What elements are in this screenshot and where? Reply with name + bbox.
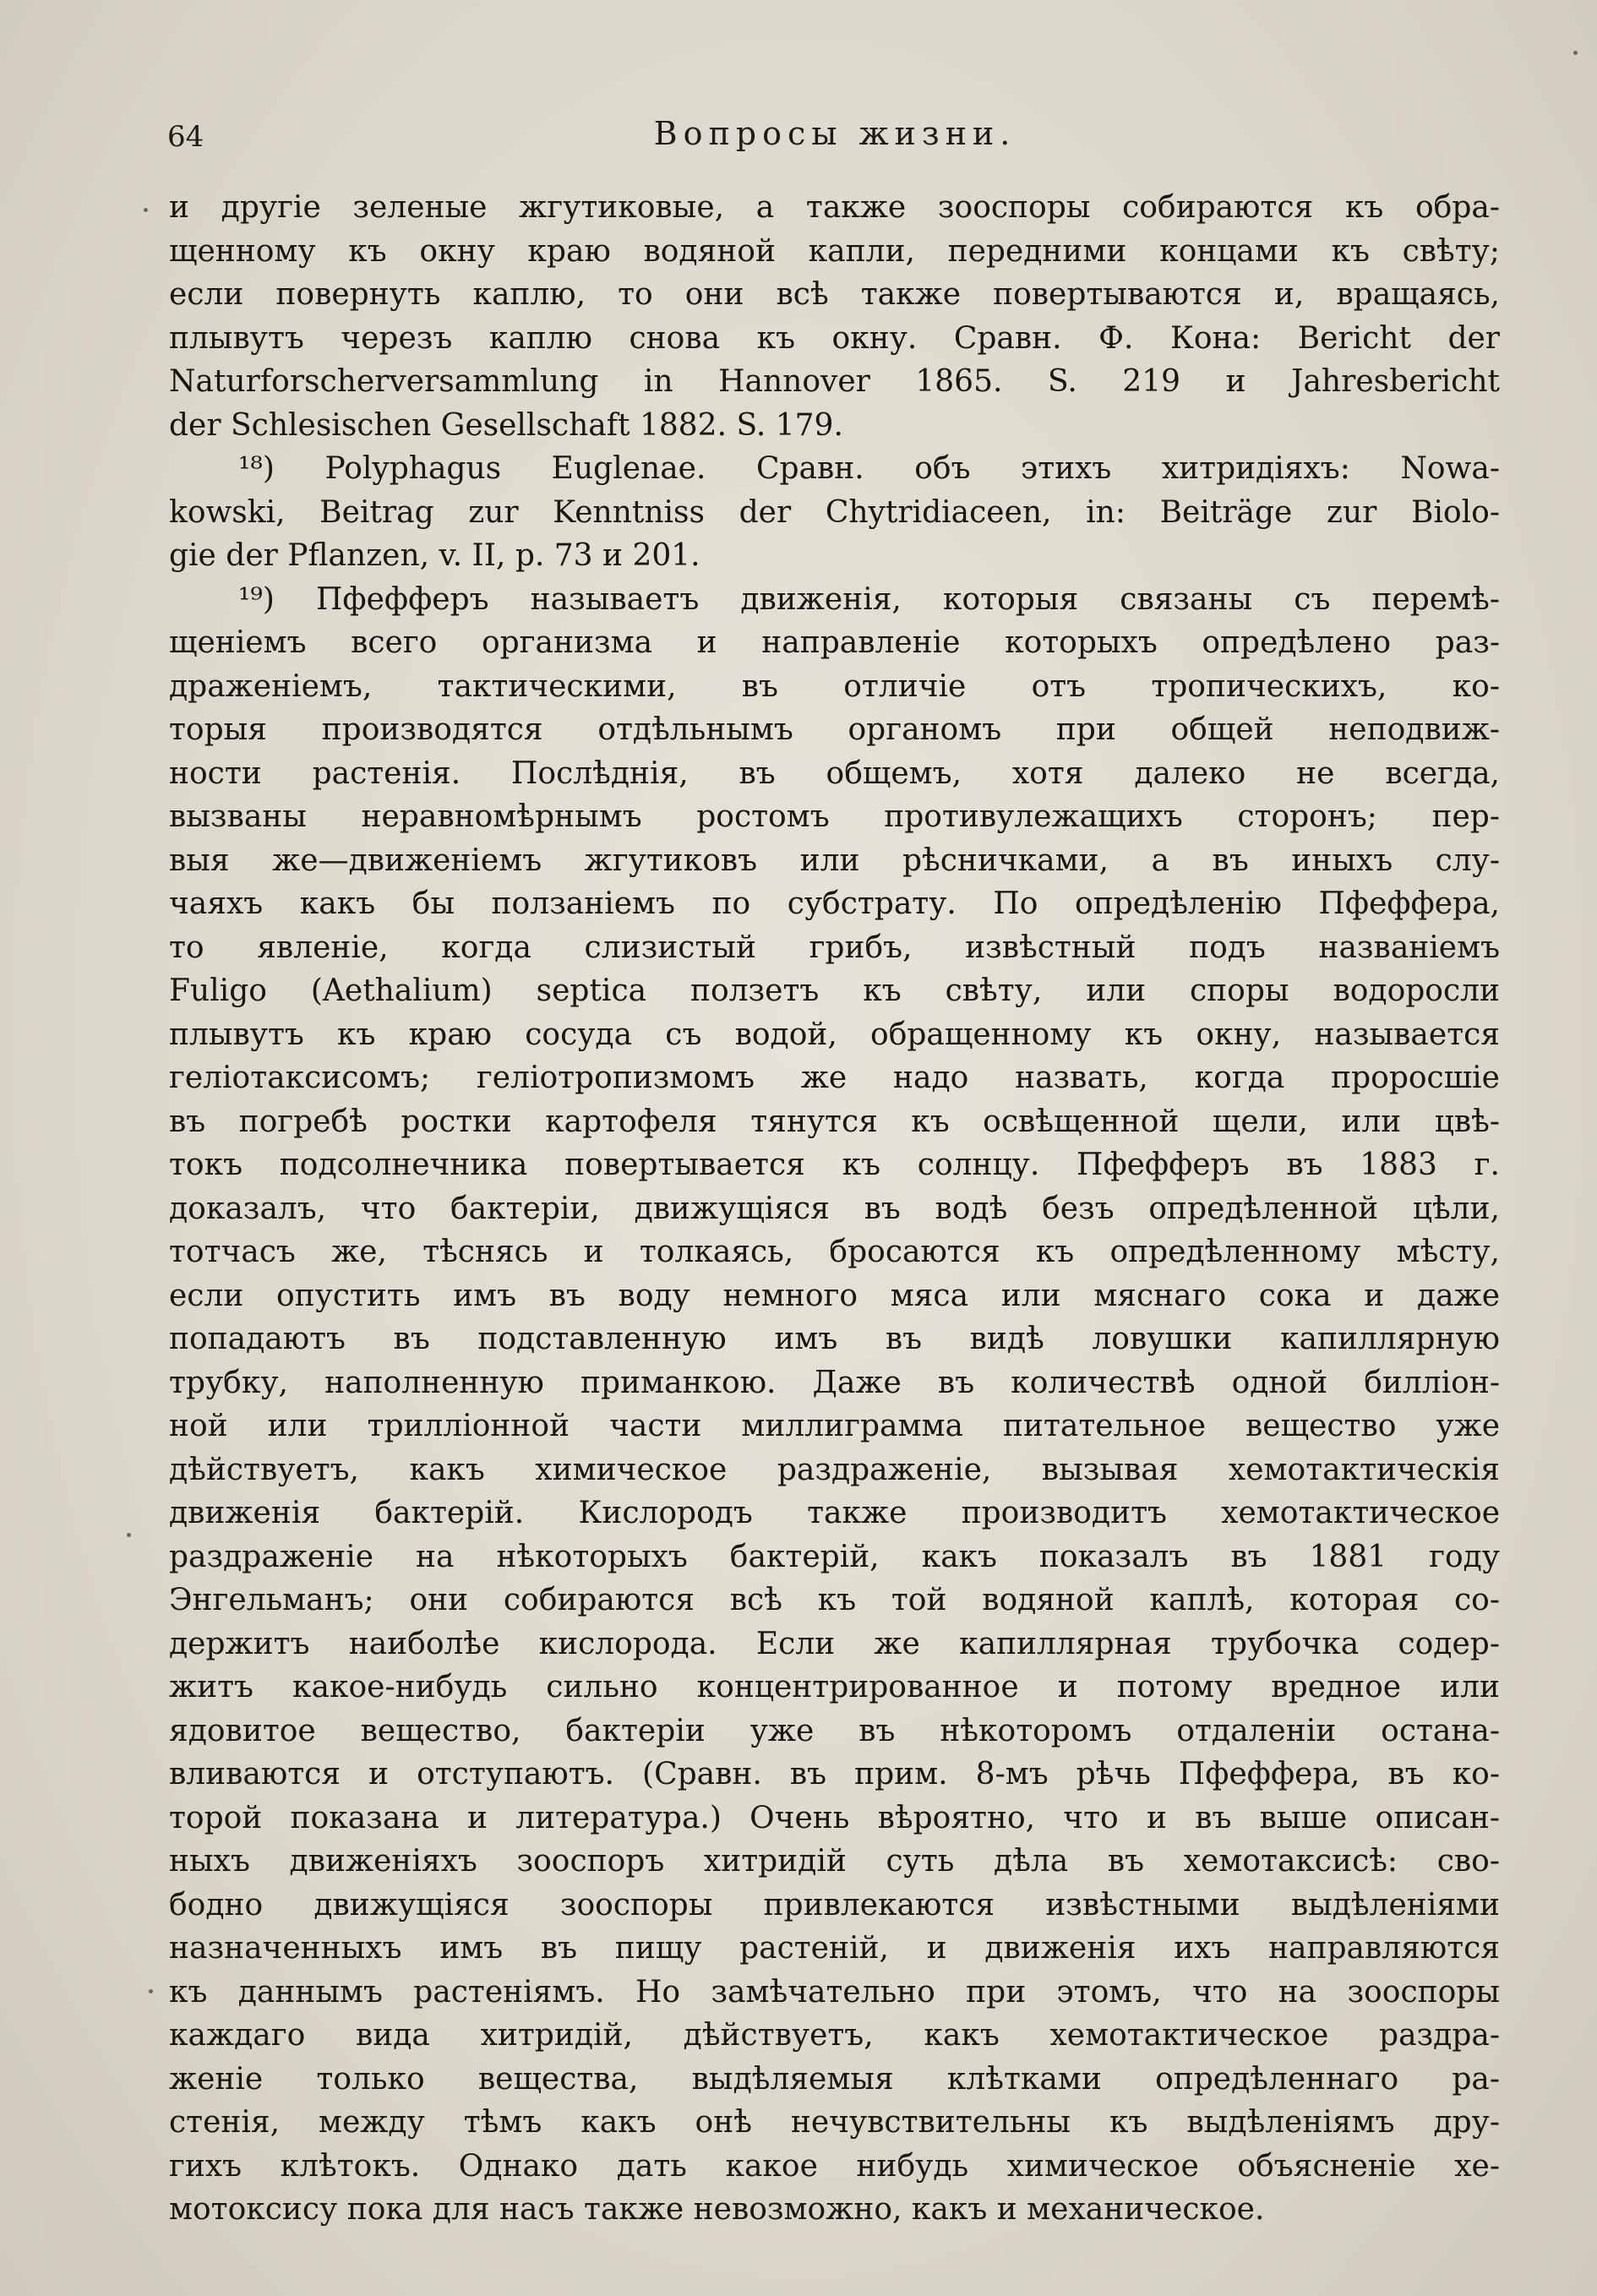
text-line: геліотаксисомъ; геліотропизмомъ же надо назвать, когда проросшіе xyxy=(169,1061,1500,1095)
text-line: стенія, между тѣмъ какъ онѣ нечувствительны къ выдѣленіямъ дру- xyxy=(169,2105,1500,2140)
text-line: der Schlesischen Gesellschaft 1882. S. 179. xyxy=(169,407,843,443)
footnote-19 xyxy=(169,578,1500,2232)
text-line: въ погребѣ ростки картофеля тянутся къ освѣщенной щели, или цвѣ- xyxy=(169,1104,1500,1139)
footnote-continuation xyxy=(169,186,1500,447)
margin-speck xyxy=(1573,51,1578,55)
text-line: попадаютъ въ подставленную имъ въ видѣ ловушки капиллярную xyxy=(169,1322,1500,1356)
text-line: плывутъ черезъ каплю снова къ окну. Сравн. Ф. Кона: Bericht der xyxy=(169,320,1500,356)
text-line: гихъ клѣтокъ. Однако дать какое нибудь химическое объясненіе хе- xyxy=(169,2148,1500,2184)
text-line: плывутъ къ краю сосуда съ водой, обращенному къ окну, называется xyxy=(169,1017,1500,1052)
text-line: ности растенія. Послѣднія, въ общемъ, хотя далеко не всегда, xyxy=(169,755,1500,791)
page-number: 64 xyxy=(167,120,204,154)
footnote-18 xyxy=(169,447,1500,578)
text-line: и другіе зеленые жгутиковые, а также зооспоры собираются къ обра- xyxy=(169,190,1500,225)
text-line: если повернуть каплю, то они всѣ также повертываются и, вращаясь, xyxy=(169,277,1500,312)
text-line: вливаются и отступаютъ. (Сравн. въ прим. 8-мъ рѣчь Пфеффера, въ ко- xyxy=(169,1757,1500,1792)
text-line: держитъ наиболѣе кислорода. Если же капиллярная трубочка содер- xyxy=(169,1626,1500,1661)
text-line: доказалъ, что бактеріи, движущіяся въ водѣ безъ опредѣленной цѣли, xyxy=(169,1191,1500,1226)
text-line: торой показана и литература.) Очень вѣроятно, что и въ выше описан- xyxy=(169,1800,1500,1835)
text-line: бодно движущіяся зооспоры привлекаются извѣстными выдѣленіями xyxy=(169,1887,1500,1922)
text-line: ядовитое вещество, бактеріи уже въ нѣкоторомъ отдаленіи остана- xyxy=(169,1713,1500,1748)
page-header xyxy=(167,112,1502,162)
text-line: kowski, Beitrag zur Kenntniss der Chytridiaceen, in: Beiträge zur Biolo- xyxy=(169,494,1500,530)
text-line: тотчасъ же, тѣснясь и толкаясь, бросаются къ опредѣленному мѣсту, xyxy=(169,1235,1500,1269)
text-line: мотоксису пока для насъ также невозможно, какъ и механическое. xyxy=(169,2192,1265,2227)
text-line: Naturforscherversammlung in Hannover 1865. S. 219 и Jahresbericht xyxy=(169,364,1500,399)
text-line: ныхъ движеніяхъ зооспоръ хитридій суть дѣла въ хемотаксисѣ: сво- xyxy=(169,1844,1500,1879)
text-line: каждаго вида хитридій, дѣйствуетъ, какъ хемотактическое раздра- xyxy=(169,2018,1500,2053)
text-line: ной или трилліонной части миллиграмма питательное вещество уже xyxy=(169,1409,1500,1443)
text-line: то явленіе, когда слизистый грибъ, извѣстный подъ названіемъ xyxy=(169,930,1500,965)
text-line: выя же—движеніемъ жгутиковъ или рѣсничками, а въ иныхъ слу- xyxy=(169,843,1500,878)
text-line: житъ какое-нибудь сильно концентрированное и потому вредное или xyxy=(169,1670,1500,1704)
text-line: ¹⁸) Polyphagus Euglenae. Сравн. объ этихъ хитридіяхъ: Nowa- xyxy=(238,451,1500,486)
text-line: gie der Pflanzen, v. II, p. 73 и 201. xyxy=(169,538,700,573)
text-line: раздраженіе на нѣкоторыхъ бактерій, какъ показалъ въ 1881 году xyxy=(169,1539,1500,1574)
margin-speck xyxy=(127,1533,131,1537)
text-line: назначенныхъ имъ въ пищу растеній, и движенія ихъ направляются xyxy=(169,1931,1500,1966)
text-line: чаяхъ какъ бы ползаніемъ по субстрату. По опредѣленію Пфеффера, xyxy=(169,886,1500,921)
text-line: Fuligo (Aethalium) septica ползетъ къ свѣту, или споры водоросли xyxy=(169,973,1500,1008)
text-line: драженіемъ, тактическими, въ отличіе отъ тропическихъ, ко- xyxy=(169,668,1500,704)
text-line: если опустить имъ въ воду немного мяса или мяснаго сока и даже xyxy=(169,1278,1500,1313)
text-line: къ даннымъ растеніямъ. Но замѣчательно при этомъ, что на зооспоры xyxy=(169,1974,1500,2010)
text-line: щенному къ окну краю водяной капли, передними концами къ свѣту; xyxy=(169,233,1500,269)
running-title: Вопросы жизни. xyxy=(653,115,1017,152)
text-line: движенія бактерій. Кислородъ также производитъ хемотактическое xyxy=(169,1496,1500,1530)
text-line: торыя производятся отдѣльнымъ органомъ при общей неподвиж- xyxy=(169,712,1500,747)
margin-speck xyxy=(149,1989,153,1993)
text-line: токъ подсолнечника повертывается къ солнцу. Пфефферъ въ 1883 г. xyxy=(169,1148,1500,1182)
text-line: дѣйствуетъ, какъ химическое раздраженіе, вызывая хемотактическія xyxy=(169,1452,1500,1487)
text-line: ¹⁹) Пфефферъ называетъ движенія, которыя связаны съ перемѣ- xyxy=(238,581,1500,617)
footnotes-text xyxy=(169,186,1500,2232)
text-line: Энгельманъ; они собираются всѣ къ той водяной каплѣ, которая со- xyxy=(169,1583,1500,1617)
text-line: трубку, наполненную приманкою. Даже въ количествѣ одной билліон- xyxy=(169,1365,1500,1400)
text-line: вызваны неравномѣрнымъ ростомъ противулежащихъ сторонъ; пер- xyxy=(169,799,1500,834)
text-line: щеніемъ всего организма и направленіе которыхъ опредѣлено раз- xyxy=(169,625,1500,660)
margin-speck xyxy=(144,208,148,212)
text-line: женіе только вещества, выдѣляемыя клѣтками опредѣленнаго ра- xyxy=(169,2061,1500,2097)
